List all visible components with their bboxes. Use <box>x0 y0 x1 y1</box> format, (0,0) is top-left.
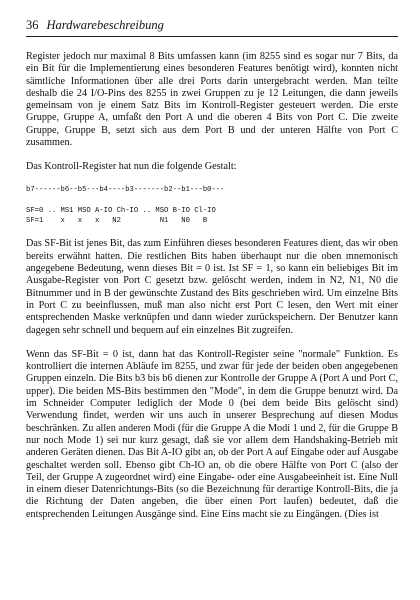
paragraph-normal-function: Wenn das SF-Bit = 0 ist, dann hat das Kontroll-Register seine "normale" Funktion. Es kontrolliert die internen Abläufe im 8255, und zwar für jede der beiden oben angegebenen Gruppen einzeln. Die Bits b3 bis b6 dienen zur Kontrolle der Gruppe A (Port A und Port C, upper). Die beiden MS-Bits bestimmen den "Mode", in dem die Gruppe benutzt wird. Da im Schneider Computer lediglich der Mode 0 (bei dem beide Bits gelöscht sind) Verwendung findet, werden wir uns auch in unserer Besprechung auf diesen Modus beschränken. Zu allen anderen Modi (für die Gruppe A die Modi 1 und 2, für die Gruppe B nur noch Mode 1) sei nur kurz gesagt, daß sie vor allem dem Handshaking-Betrieb mit anderen Geräten dienen. Das Bit A-IO gibt an, ob der Port A auf Eingabe oder auf Ausgabe geschaltet werden soll. Ebenso gibt Ch-IO an, ob die obere Hälfte von Port C (also der Teil, der Gruppe A zugeordnet wird) eine Eingabe- oder eine Ausgabeeinheit ist. Eine Null in einem dieser Datenrichtungs-Bits (so die Bezeichnung für derartige Kontroll-Bits, die ja die Richtung der Daten angeben, die über einen Port laufen) bedeutet, daß die entsprechenden Leitungen Ausgänge sind. Eine Eins macht sie zu Eingängen. (Dies ist <box>26 348 398 520</box>
paragraph-sf-bit: Das SF-Bit ist jenes Bit, das zum Einführen dieses besonderen Features dient, das wir oben bereits erwähnt hatten. Die restlichen Bits haben überhaupt nur die oben mnemonisch angegebene Bedeutung, wenn dieses Bit = 0 ist. Ist SF = 1, so kann ein beliebiges Bit im Ausgabe-Register von Port C gesetzt bzw. gelöscht werden, indem in N2, N1, N0 die Bitnummer und in B der gewünschte Zustand des Bits geschrieben wird. Um einzelne Bits in Port C zu beeinflussen, muß man also nicht erst Port C lesen, den Wert mit einer entsprechenden Maske verknüpfen und dann wieder zurückspeichern. Der Benutzer kann dagegen sehr schnell und bequem auf ein einzelnes Bit zugreifen. <box>26 238 398 336</box>
register-diagram <box>26 186 398 227</box>
register-bit-row: b7------b6--b5---b4----b3-------b2--b1---b0--- <box>26 185 225 194</box>
register-sf0-row: SF=0 .. MS1 MSO A-IO Ch-IO .. MSO B-IO Cl-IO <box>26 207 216 216</box>
page-header <box>26 18 398 37</box>
register-sf1-row: SF=1 x x x N2 N1 N0 B <box>26 216 208 225</box>
paragraph-groups: Register jedoch nur maximal 8 Bits umfassen kann (im 8255 sind es sogar nur 7 Bits, da ein Bit für die Implementierung eines besonderen Features benötigt wird), konnten nicht sämtliche Informationen über alle drei Ports darin untergebracht werden. Man teilte deshalb die 24 I/O-Pins des 8255 in zwei Gruppen zu je 12 Leitungen, die dann jeweils gemeinsam von je einem Satz Bits im Kontroll-Register gesteuert werden. Die erste Gruppe, Gruppe A, umfaßt den Port A und die oberen 4 Bits von Port C. Die zweite Gruppe, Gruppe B, setzt sich aus dem Port B und der unteren Hälfte von Port C zusammen. <box>26 51 398 149</box>
paragraph-register-intro: Das Kontroll-Register hat nun die folgende Gestalt: <box>26 161 237 173</box>
page-number: 36 <box>26 18 39 32</box>
running-title: Hardwarebeschreibung <box>46 18 164 32</box>
